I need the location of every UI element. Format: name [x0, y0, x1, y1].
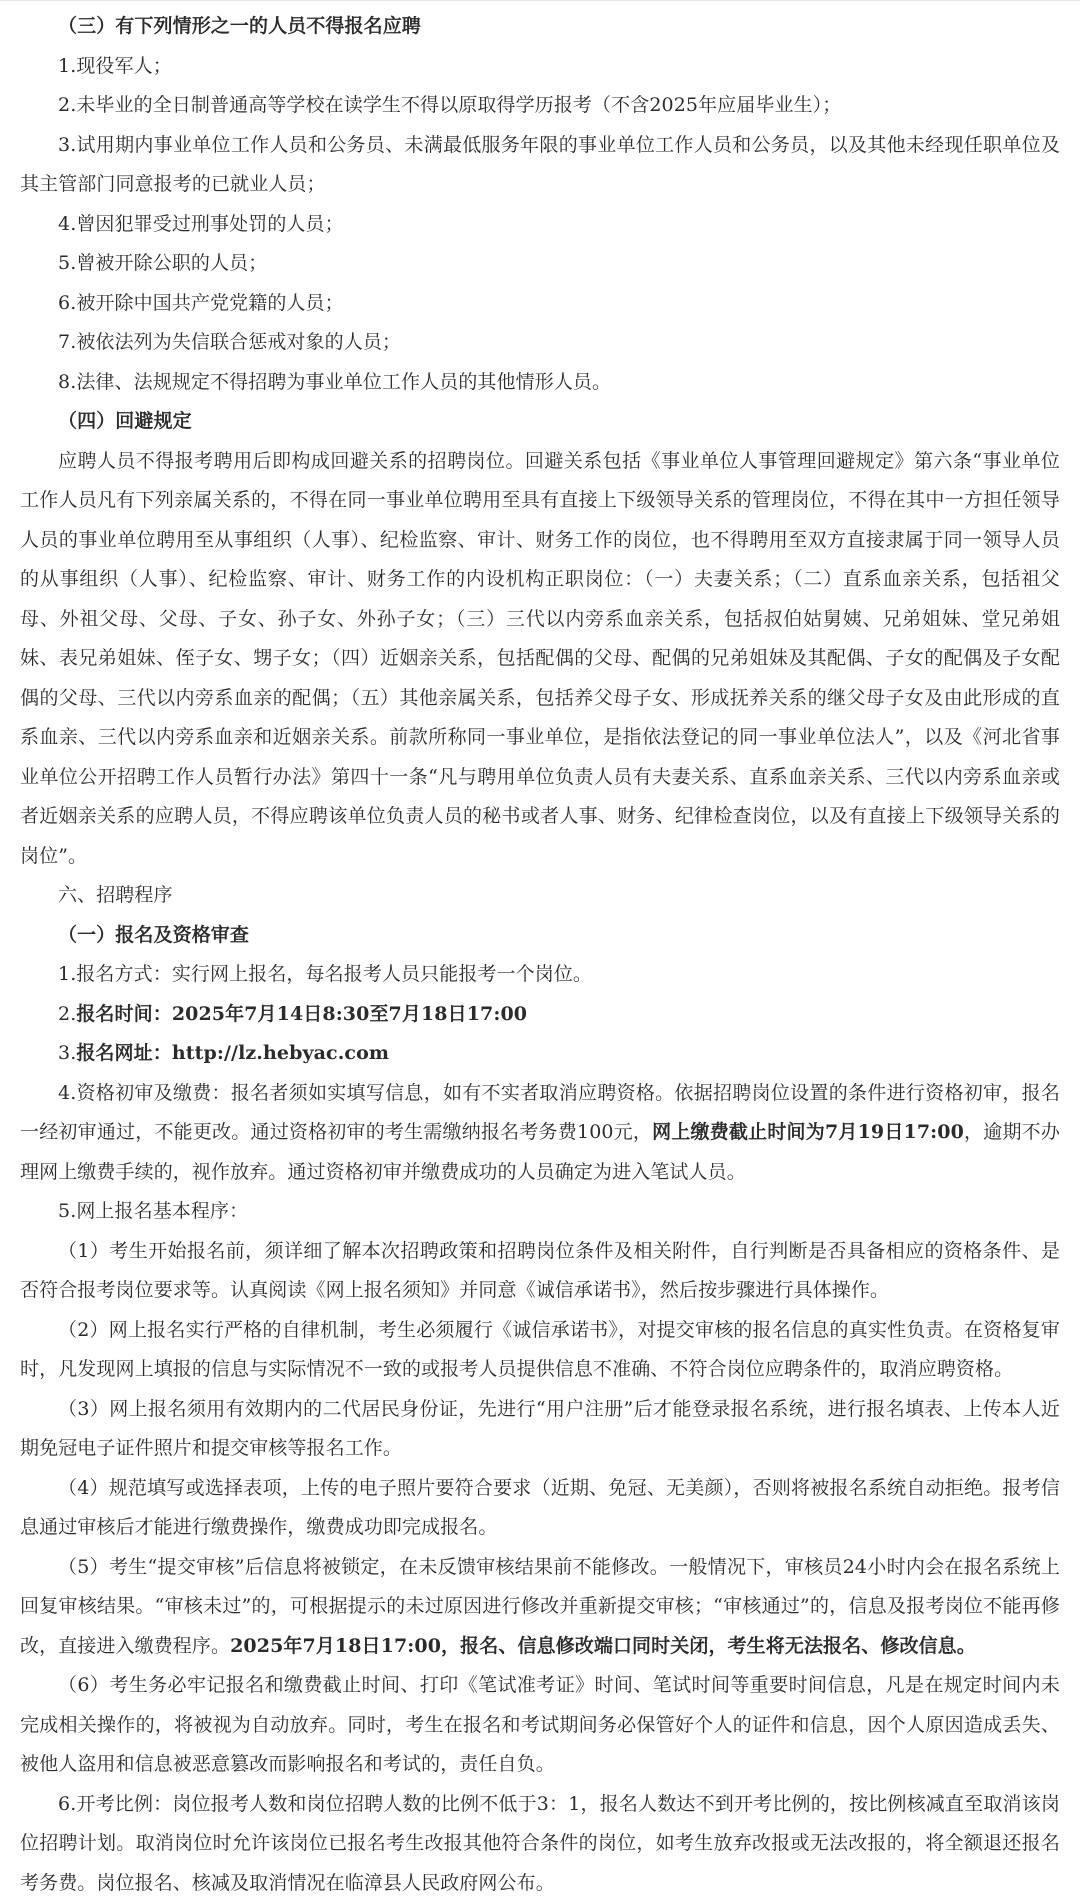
- section-6-title: 六、招聘程序: [20, 876, 1060, 916]
- step-5-deadline: 2025年7月18日17:00，报名、信息修改端口同时关闭，考生将无法报名、修改信息。: [230, 1635, 976, 1657]
- section-3-item-8: 8.法律、法规规定不得招聘为事业单位工作人员的其他情形人员。: [20, 363, 1060, 403]
- fee-text-part1: 4.资格初审及缴费：报名者须如实填写信息，如有不实者取消应聘资格。依据招聘岗位设置的条件进行资格初审，报名一经初审通过，不能更改。通过资格初审的考生需缴纳报名考务费100元，: [20, 1082, 1060, 1144]
- registration-time: [20, 995, 1060, 1035]
- registration-time-text: 报名时间：2025年7月14日8:30至7月18日17:00: [76, 1003, 527, 1025]
- section-3-item-1: 1.现役军人；: [20, 47, 1060, 87]
- procedure-step-3: （3）网上报名须用有效期内的二代居民身份证，先进行“用户注册”后才能登录报名系统，进行报名填表、上传本人近期免冠电子证件照片和提交审核等报名工作。: [20, 1390, 1060, 1469]
- procedure-step-2: （2）网上报名实行严格的自律机制，考生必须履行《诚信承诺书》，对提交审核的报名信息的真实性负责。在资格复审时，凡发现网上填报的信息与实际情况不一致的或报考人员提供信息不准确、不符合岗位应聘条件的，取消应聘资格。: [20, 1311, 1060, 1390]
- section-3-item-6: 6.被开除中国共产党党籍的人员；: [20, 284, 1060, 324]
- section-3-item-2: 2.未毕业的全日制普通高等学校在读学生不得以原取得学历报考（不含2025年应届毕业生）；: [20, 86, 1060, 126]
- registration-website-text: 报名网址：http://lz.hebyac.com: [76, 1042, 389, 1064]
- procedure-step-1: （1）考生开始报名前，须详细了解本次招聘政策和招聘岗位条件及相关附件，自行判断是否具备相应的资格条件、是否符合报考岗位要求等。认真阅读《网上报名须知》并同意《诚信承诺书》，然后按步骤进行具体操作。: [20, 1232, 1060, 1311]
- fee-text-part2: ，逾期不办理网上缴费手续的，视作放弃。通过资格初审并缴费成功的人员确定为进入笔试人员。: [20, 1121, 1060, 1183]
- online-registration-procedure: 5.网上报名基本程序：: [20, 1192, 1060, 1232]
- procedure-step-6: （6）考生务必牢记报名和缴费截止时间、打印《笔试准考证》时间、笔试时间等重要时间信息，凡是在规定时间内未完成相关操作的，将被视为自动放弃。同时，考生在报名和考试期间务必保管好个人的证件和信息，因个人原因造成丢失、被他人盗用和信息被恶意篡改而影响报名和考试的，责任自负。: [20, 1666, 1060, 1785]
- qualification-review-fee: [20, 1074, 1060, 1193]
- registration-time-number: 2.: [58, 1003, 76, 1025]
- step-5-text: （5）考生“提交审核”后信息将被锁定，在未反馈审核结果前不能修改。一般情况下，审核员24小时内会在报名系统上回复审核结果。“审核未过”的，可根据提示的未过原因进行修改并重新提交审核；“审核通过”的，信息及报考岗位不能再修改，直接进入缴费程序。: [20, 1556, 1060, 1657]
- section-3-item-3: 3.试用期内事业单位工作人员和公务员、未满最低服务年限的事业单位工作人员和公务员，以及其他未经现任职单位及其主管部门同意报考的已就业人员；: [20, 126, 1060, 205]
- procedure-step-5: [20, 1548, 1060, 1667]
- section-3-item-4: 4.曾因犯罪受过刑事处罚的人员；: [20, 205, 1060, 245]
- exam-ratio: 6.开考比例：岗位报考人数和岗位招聘人数的比例不低于3：1，报名人数达不到开考比例的，按比例核减直至取消该岗位招聘计划。取消岗位时允许该岗位已报名考生改报其他符合条件的岗位，如考生放弃改报或无法改报的，将全额退还报名考务费。岗位报名、核减及取消情况在临漳县人民政府网公布。: [20, 1785, 1060, 1903]
- section-3-item-5: 5.曾被开除公职的人员；: [20, 244, 1060, 284]
- avoidance-rules-paragraph: 应聘人员不得报考聘用后即构成回避关系的招聘岗位。回避关系包括《事业单位人事管理回避规定》第六条“事业单位工作人员凡有下列亲属关系的，不得在同一事业单位聘用至具有直接上下级领导关系的管理岗位，不得在其中一方担任领导人员的事业单位聘用至从事组织（人事）、纪检监察、审计、财务工作的岗位，也不得聘用至双方直接隶属于同一领导人员的从事组织（人事）、纪检监察、审计、财务工作的内设机构正职岗位：（一）夫妻关系；（二）直系血亲关系，包括祖父母、外祖父母、父母、子女、孙子女、外孙子女；（三）三代以内旁系血亲关系，包括叔伯姑舅姨、兄弟姐妹、堂兄弟姐妹、表兄弟姐妹、侄子女、甥子女；（四）近姻亲关系，包括配偶的父母、配偶的兄弟姐妹及其配偶、子女的配偶及子女配偶的父母、三代以内旁系血亲的配偶；（五）其他亲属关系，包括养父母子女、形成抚养关系的继父母子女及由此形成的直系血亲、三代以内旁系血亲和近姻亲关系。前款所称同一事业单位，是指依法登记的同一事业单位法人”，以及《河北省事业单位公开招聘工作人员暂行办法》第四十一条“凡与聘用单位负责人员有夫妻关系、直系血亲关系、三代以内旁系血亲或者近姻亲关系的应聘人员，不得应聘该单位负责人员的秘书或者人事、财务、纪律检查岗位，以及有直接上下级领导关系的岗位”。: [20, 442, 1060, 877]
- procedure-step-4: （4）规范填写或选择表项，上传的电子照片要符合要求（近期、免冠、无美颜），否则将被报名系统自动拒绝。报考信息通过审核后才能进行缴费操作，缴费成功即完成报名。: [20, 1469, 1060, 1548]
- registration-method: 1.报名方式：实行网上报名，每名报考人员只能报考一个岗位。: [20, 955, 1060, 995]
- fee-deadline: 网上缴费截止时间为7月19日17:00: [652, 1121, 964, 1143]
- section-3-heading: （三）有下列情形之一的人员不得报名应聘: [20, 7, 1060, 47]
- registration-website-number: 3.: [58, 1042, 76, 1064]
- subsection-1-heading: （一）报名及资格审查: [20, 916, 1060, 956]
- section-3-item-7: 7.被依法列为失信联合惩戒对象的人员；: [20, 323, 1060, 363]
- section-4-heading: （四）回避规定: [20, 402, 1060, 442]
- registration-website: [20, 1034, 1060, 1074]
